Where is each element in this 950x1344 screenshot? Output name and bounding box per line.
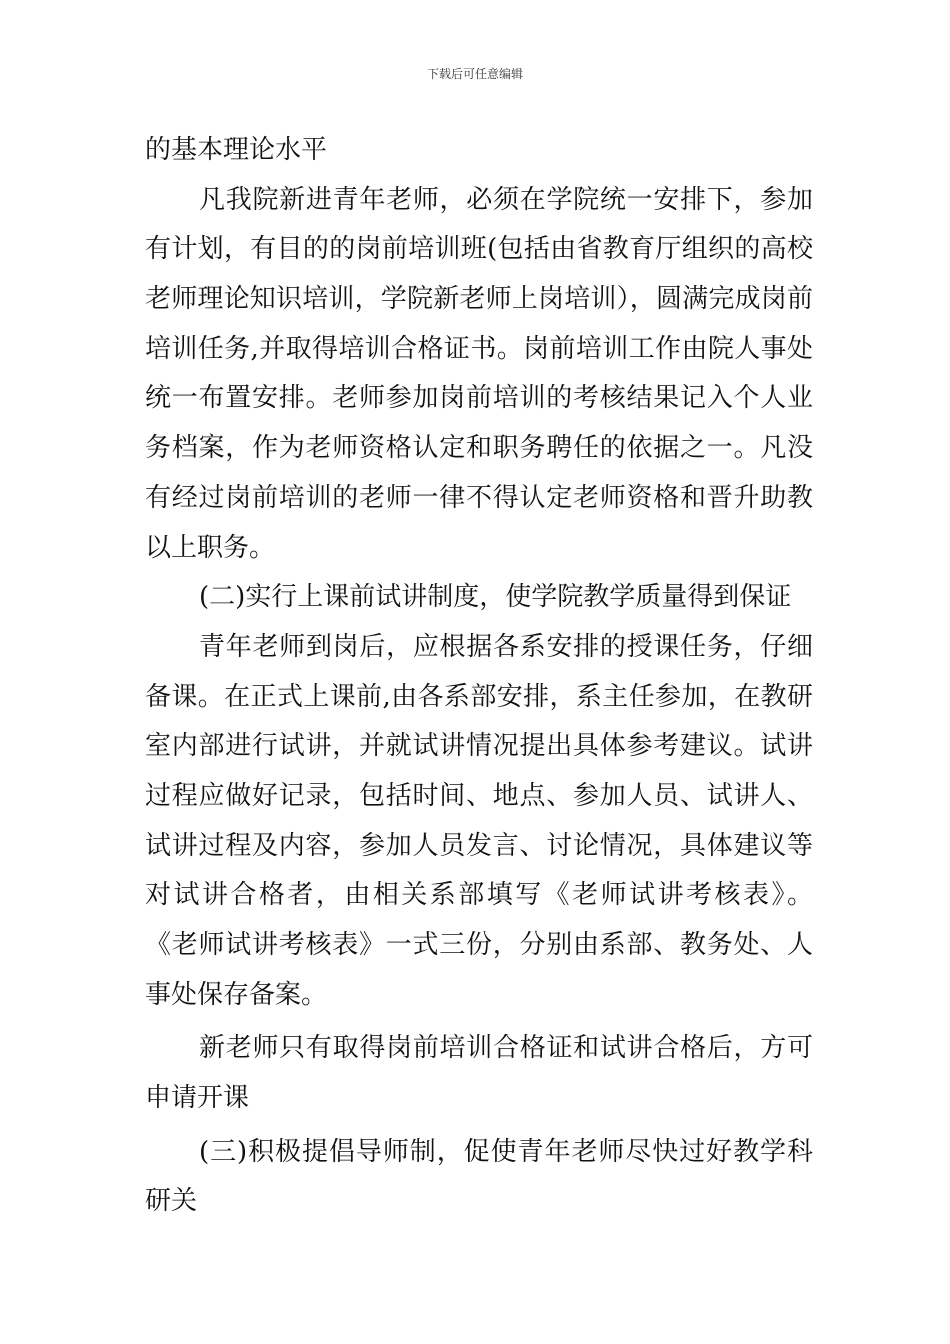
text-line: 有经过岗前培训的老师一律不得认定老师资格和晋升助教 [145, 482, 813, 513]
text-line: 新老师只有取得岗前培训合格证和试讲合格后，方可 [199, 1033, 813, 1064]
text-line: 备课。在正式上课前,由各系部安排，系主任参加，在教研 [145, 681, 813, 712]
text-line: 的基本理论水平 [145, 135, 328, 165]
text-line: 《老师试讲考核表》一式三份，分别由系部、教务处、人 [145, 930, 813, 960]
text-line: 青年老师到岗后，应根据各系安排的授课任务，仔细 [199, 631, 813, 662]
text-line: 室内部进行试讲，并就试讲情况提出具体参考建议。试讲 [145, 731, 813, 762]
text-line: 统一布置安排。老师参加岗前培训的考核结果记入个人业 [145, 383, 813, 414]
text-line: 老师理论知识培训，学院新老师上岗培训），圆满完成岗前 [145, 284, 813, 315]
section-heading: (二)实行上课前试讲制度，使学院教学质量得到保证 [199, 582, 792, 613]
text-line: 申请开课 [145, 1083, 250, 1114]
text-line: 务档案，作为老师资格认定和职务聘任的依据之一。凡没 [145, 433, 813, 464]
text-line: 研关 [145, 1186, 198, 1217]
text-line: 以上职务。 [145, 532, 276, 563]
text-line: 凡我院新进青年老师，必须在学院统一安排下，参加 [199, 184, 813, 215]
text-line: 有计划，有目的的岗前培训班(包括由省教育厅组织的高校 [145, 234, 813, 265]
text-line: 过程应做好记录，包括时间、地点、参加人员、试讲人、 [145, 780, 813, 811]
text-line: 试讲过程及内容，参加人员发言、讨论情况，具体建议等 [145, 830, 813, 861]
text-line: 事处保存备案。 [145, 979, 328, 1010]
text-line: 培训任务,并取得培训合格证书。岗前培训工作由院人事处 [145, 333, 813, 364]
text-line: 对试讲合格者，由相关系部填写《老师试讲考核表》。 [145, 880, 813, 911]
document-body [145, 126, 813, 1227]
section-heading: (三)积极提倡导师制，促使青年老师尽快过好教学科 [199, 1136, 813, 1167]
page-header-note: 下载后可任意编辑 [426, 67, 523, 81]
